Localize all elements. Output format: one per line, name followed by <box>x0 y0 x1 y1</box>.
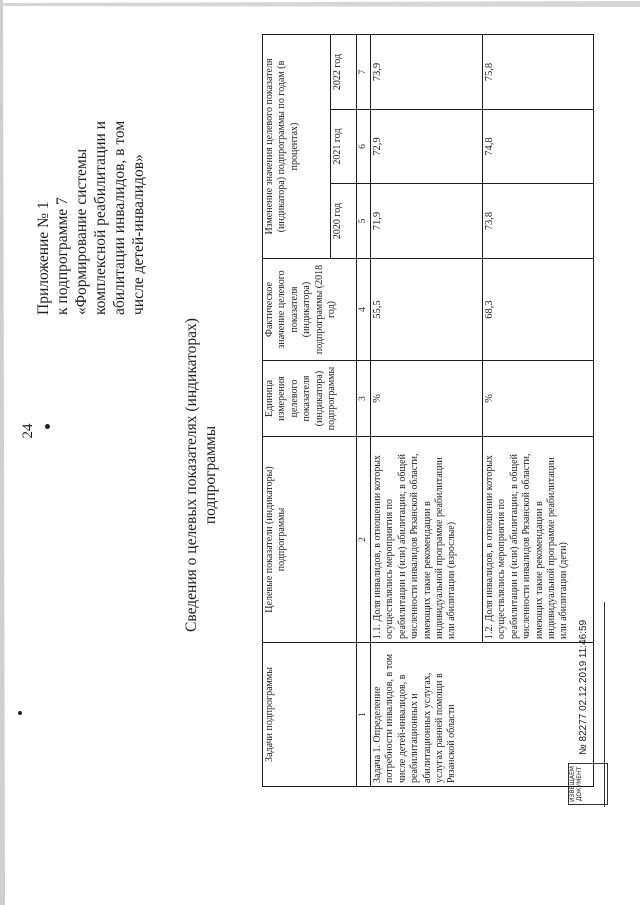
indicator-cell: 1.2. Доля инвалидов, в отношении которых осуществлялись мероприятия по реабилитации и (или) абилитации, в общей численности инвалидов Рязанской области, имеющих такие рекомендации в индивидуальной программе реабилитации или абилитации (дети) <box>483 437 594 643</box>
column-number: 7 <box>357 34 371 109</box>
value-2022-cell: 75,8 <box>483 34 594 109</box>
document-title <box>182 245 220 705</box>
indicator-cell: 1.1. Доля инвалидов, в отношении которых осуществлялись мероприятия по реабилитации и (или) абилитации, в общей численности инвалидов Рязанской области, имеющих такие рекомендации в индивидуальной программе реабилитации или абилитации (взрослые) <box>371 437 483 643</box>
column-number: 2 <box>357 437 371 643</box>
page-number: 24 <box>20 423 36 439</box>
value-2021-cell: 72,9 <box>371 110 483 184</box>
stamp-underline <box>604 602 605 807</box>
indicators-table <box>262 34 594 787</box>
task-cell: Задача 1. Определение потребности инвалидов, в том числе детей-инвалидов, в реабилитационных и абилитационных услугах, услугах ранней помощи в Рязанской области <box>371 643 594 787</box>
title-line-2: подпрограммы <box>202 425 219 525</box>
header-indicators: Целевые показатели (индикаторы) подпрограммы <box>263 437 357 643</box>
column-number: 5 <box>357 184 371 259</box>
value-2021-cell: 74,8 <box>483 110 594 184</box>
column-number: 6 <box>357 110 371 184</box>
appendix-line: абилитации инвалидов, в том <box>111 120 128 315</box>
header-tasks: Задачи подпрограммы <box>263 643 357 787</box>
scan-speck <box>45 424 50 429</box>
column-number: 3 <box>357 361 371 437</box>
header-change-by-year: Изменение значения целевого показателя (индикатора) подпрограммы по годам (в процентах) <box>263 34 331 258</box>
table-row <box>371 34 483 786</box>
unit-cell: % <box>371 361 483 437</box>
header-year-2021: 2021 год <box>331 110 357 184</box>
header-unit: Единица измерения целевого показателя (индикатора) подпрограммы <box>263 361 357 437</box>
scan-speck <box>18 711 22 715</box>
unit-cell: % <box>483 361 594 437</box>
appendix-line: Приложение № 1 <box>35 201 52 315</box>
appendix-header <box>34 15 148 315</box>
table-header-row <box>263 34 331 786</box>
header-year-2022: 2022 год <box>331 34 357 109</box>
value-2020-cell: 73,8 <box>483 184 594 259</box>
column-number: 1 <box>357 643 371 787</box>
value-2020-cell: 71,9 <box>371 184 483 259</box>
actual-value-cell: 68,3 <box>483 259 594 361</box>
appendix-line: «Формирование системы <box>73 148 90 315</box>
stamp-logo: ИЗВЕЩАЕМ ДОКУМЕНТ <box>568 763 608 805</box>
appendix-line: числе детей-инвалидов» <box>130 154 147 315</box>
header-actual-value: Фактическое значение целевого показателя (индикатора) подпрограммы (2018 год) <box>263 259 357 361</box>
value-2022-cell: 73,9 <box>371 34 483 109</box>
appendix-line: комплексной реабилитации и <box>92 121 109 315</box>
header-year-2020: 2020 год <box>331 184 357 259</box>
title-line-1: Сведения о целевых показателях (индикаторах) <box>183 318 200 632</box>
column-number: 4 <box>357 259 371 361</box>
stamp-number-date: № 82277 02.12.2019 11:46:59 <box>578 619 589 755</box>
column-number-row <box>357 34 371 786</box>
registration-stamp <box>564 447 608 807</box>
appendix-line: к подпрограмме 7 <box>54 197 71 315</box>
actual-value-cell: 55,5 <box>371 259 483 361</box>
